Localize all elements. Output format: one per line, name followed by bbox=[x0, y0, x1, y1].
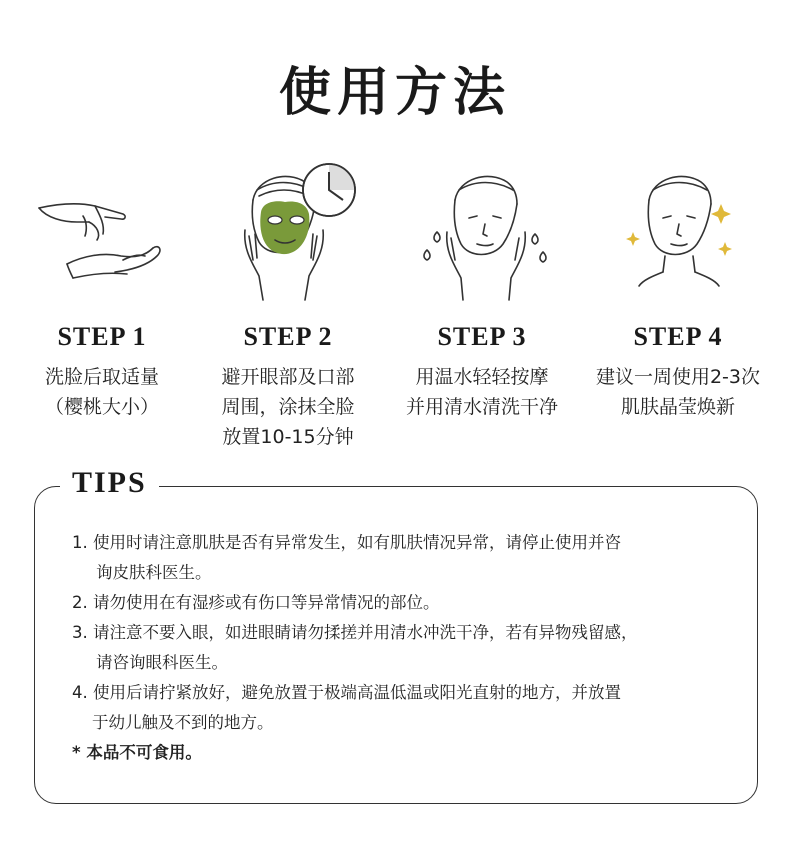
step-description bbox=[4, 362, 200, 422]
step-desc-line: 洗脸后取适量 bbox=[44, 366, 159, 388]
step-desc-line: 建议一周使用2-3次 bbox=[595, 366, 761, 388]
tip-item bbox=[72, 528, 742, 588]
tip-line: 请咨询眼科医生。 bbox=[96, 653, 228, 672]
tip-line: 4. 使用后请拧紧放好，避免放置于极端高温低温或阳光直射的地方，并放置 bbox=[72, 683, 621, 702]
face-mask-clock-icon bbox=[213, 160, 363, 310]
tip-line: 1. 使用时请注意肌肤是否有异常发生，如有肌肤情况异常，请停止使用并咨 bbox=[72, 533, 621, 552]
face-rinse-icon bbox=[407, 160, 557, 310]
warning-note: * 本品不可食用。 bbox=[72, 743, 202, 762]
tip-item bbox=[72, 618, 742, 678]
step-label: STEP 2 bbox=[243, 322, 333, 351]
tips-list bbox=[72, 528, 742, 768]
step-label: STEP 3 bbox=[437, 322, 527, 351]
page-title: 使用方法 bbox=[278, 62, 511, 123]
tip-item bbox=[72, 678, 742, 738]
step-desc-line: 用温水轻轻按摩 bbox=[415, 366, 549, 388]
tip-line: 2. 请勿使用在有湿疹或有伤口等异常情况的部位。 bbox=[72, 593, 440, 612]
step-desc-line: 放置10-15分钟 bbox=[222, 426, 354, 448]
step-desc-line: 并用清水清洗干净 bbox=[405, 396, 558, 418]
clock-icon bbox=[303, 164, 355, 216]
step-4 bbox=[580, 160, 776, 422]
step-description bbox=[580, 362, 776, 422]
step-desc-line: 避开眼部及口部 bbox=[221, 366, 355, 388]
step-1 bbox=[4, 160, 200, 422]
steps-row bbox=[0, 160, 790, 460]
step-label: STEP 4 bbox=[633, 322, 723, 351]
tips-title: TIPS bbox=[60, 466, 159, 500]
step-label: STEP 1 bbox=[57, 322, 147, 351]
step-desc-line: （樱桃大小） bbox=[44, 396, 159, 418]
step-description bbox=[384, 362, 580, 422]
tip-line: 于幼儿触及不到的地方。 bbox=[92, 713, 274, 732]
step-3 bbox=[384, 160, 580, 422]
face-glow-icon bbox=[603, 160, 753, 310]
tip-line: 询皮肤科医生。 bbox=[96, 563, 212, 582]
step-desc-line: 肌肤晶莹焕新 bbox=[620, 396, 735, 418]
step-desc-line: 周围，涂抹全脸 bbox=[221, 396, 355, 418]
tip-item bbox=[72, 588, 742, 618]
step-2 bbox=[190, 160, 386, 452]
step-description bbox=[190, 362, 386, 452]
hands-icon bbox=[27, 160, 177, 310]
tip-line: 3. 请注意不要入眼，如进眼睛请勿揉搓并用清水冲洗干净，若有异物残留感， bbox=[72, 623, 638, 642]
